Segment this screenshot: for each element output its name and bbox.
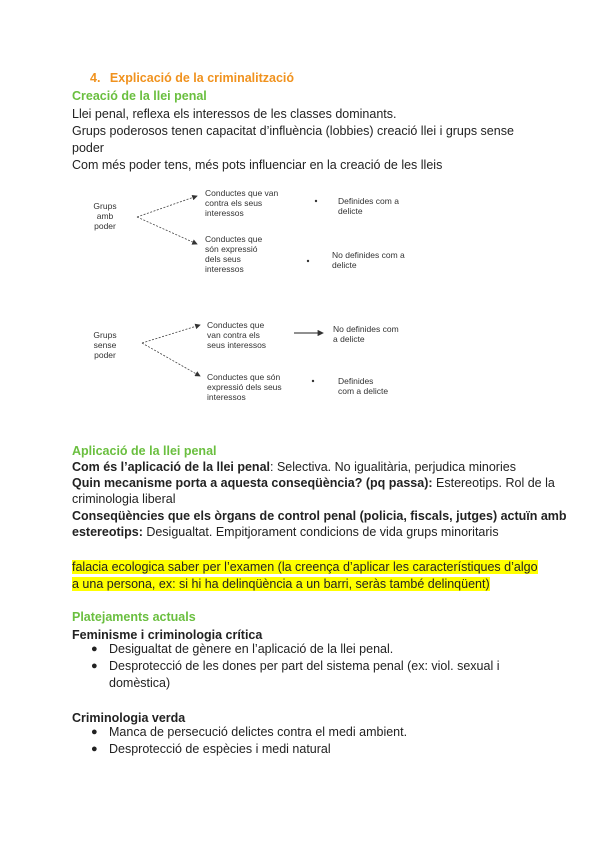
- d1-branch-bottom: Conductes que són expressió dels seus interessos: [205, 234, 263, 274]
- d1-branch-top: Conductes que van contra els seus interessos: [205, 188, 279, 218]
- creacio-line-3: poder: [72, 141, 104, 155]
- creacio-heading: Creació de la llei penal: [72, 89, 207, 103]
- verda-item-2: Desprotecció de espècies i medi natural: [109, 742, 331, 756]
- d1-group: Grups amb poder: [93, 201, 117, 231]
- bullet-icon: ●: [91, 726, 98, 738]
- aplicacio-q2-text: Estereotips. Rol de la: [432, 476, 555, 490]
- d2-group: Grups sense poder: [93, 330, 117, 360]
- d1-result-top: Definides com a delicte: [338, 196, 399, 216]
- bullet-icon: ●: [91, 743, 98, 755]
- aplicacio-q1-text: : Selectiva. No igualitària, perjudica minories: [270, 460, 516, 474]
- feminisme-item-2: Desprotecció de les dones per part del sistema penal (ex: viol. sexual i: [109, 659, 500, 673]
- feminisme-item-1: Desigualtat de gènere en l’aplicació de la llei penal.: [109, 642, 394, 656]
- d2-branch-bottom: Conductes que són expressió dels seus interessos: [207, 372, 282, 402]
- section-title: Explicació de la criminalització: [109, 71, 295, 85]
- section-number: 4.: [90, 71, 101, 85]
- aplicacio-q2: [72, 475, 555, 491]
- d2-result-bottom: Definides com a delicte: [338, 376, 389, 396]
- feminisme-item-2-cont: domèstica): [109, 676, 171, 690]
- aplicacio-q1: [72, 459, 516, 475]
- d2-branch-top: Conductes que van contra els seus interessos: [207, 320, 267, 350]
- creacio-line-2: Grups poderosos tenen capacitat d’influència (lobbies) creació llei i grups sense: [72, 124, 514, 138]
- bullet-icon: ●: [91, 643, 98, 655]
- highlight-line-2: a una persona, ex: si hi ha delinqüència a un barri, seràs també delinqüent): [72, 577, 490, 591]
- plantejaments-heading: Platejaments actuals: [72, 610, 196, 624]
- bullet-icon: ●: [91, 660, 98, 672]
- d2-dot-bottom: [312, 380, 314, 382]
- aplicacio-q3: [72, 524, 499, 540]
- creacio-line-4: Com més poder tens, més pots influenciar en la creació de les lleis: [72, 158, 443, 172]
- d2-arrow-top: [142, 325, 200, 343]
- d2-result-top: No definides com a delicte: [333, 324, 399, 344]
- d1-dot-top: [315, 200, 317, 202]
- verda-item-1: Manca de persecució delictes contra el medi ambient.: [109, 725, 408, 739]
- aplicacio-heading: Aplicació de la llei penal: [72, 444, 217, 458]
- aplicacio-q3-bold2: estereotips:: [72, 525, 143, 539]
- highlight-line-1: falacia ecologica saber per l’examen (la creença d’aplicar les característiques d’algo: [72, 560, 538, 574]
- d1-arrow-top: [137, 196, 197, 217]
- verda-title: Criminologia verda: [72, 711, 186, 725]
- d1-arrow-bottom: [137, 217, 197, 244]
- d1-result-bottom: No definides com a delicte: [332, 250, 405, 270]
- d1-dot-bottom: [307, 260, 309, 262]
- aplicacio-q2-line2: criminologia liberal: [72, 492, 176, 506]
- aplicacio-q2-bold: Quin mecanisme porta a aquesta conseqüència? (pq passa):: [72, 476, 433, 490]
- aplicacio-q1-bold: Com és l’aplicació de la llei penal: [72, 460, 270, 474]
- creacio-line-1: Llei penal, reflexa els interessos de les classes dominants.: [72, 107, 397, 121]
- aplicacio-q3-bold: Conseqüències que els òrgans de control penal (policia, fiscals, jutges) actuïn amb: [72, 509, 567, 523]
- aplicacio-q3-text: Desigualtat. Empitjorament condicions de vida grups minoritaris: [142, 525, 499, 539]
- feminisme-title: Feminisme i criminologia crítica: [72, 628, 263, 642]
- d2-arrow-bottom: [142, 343, 200, 376]
